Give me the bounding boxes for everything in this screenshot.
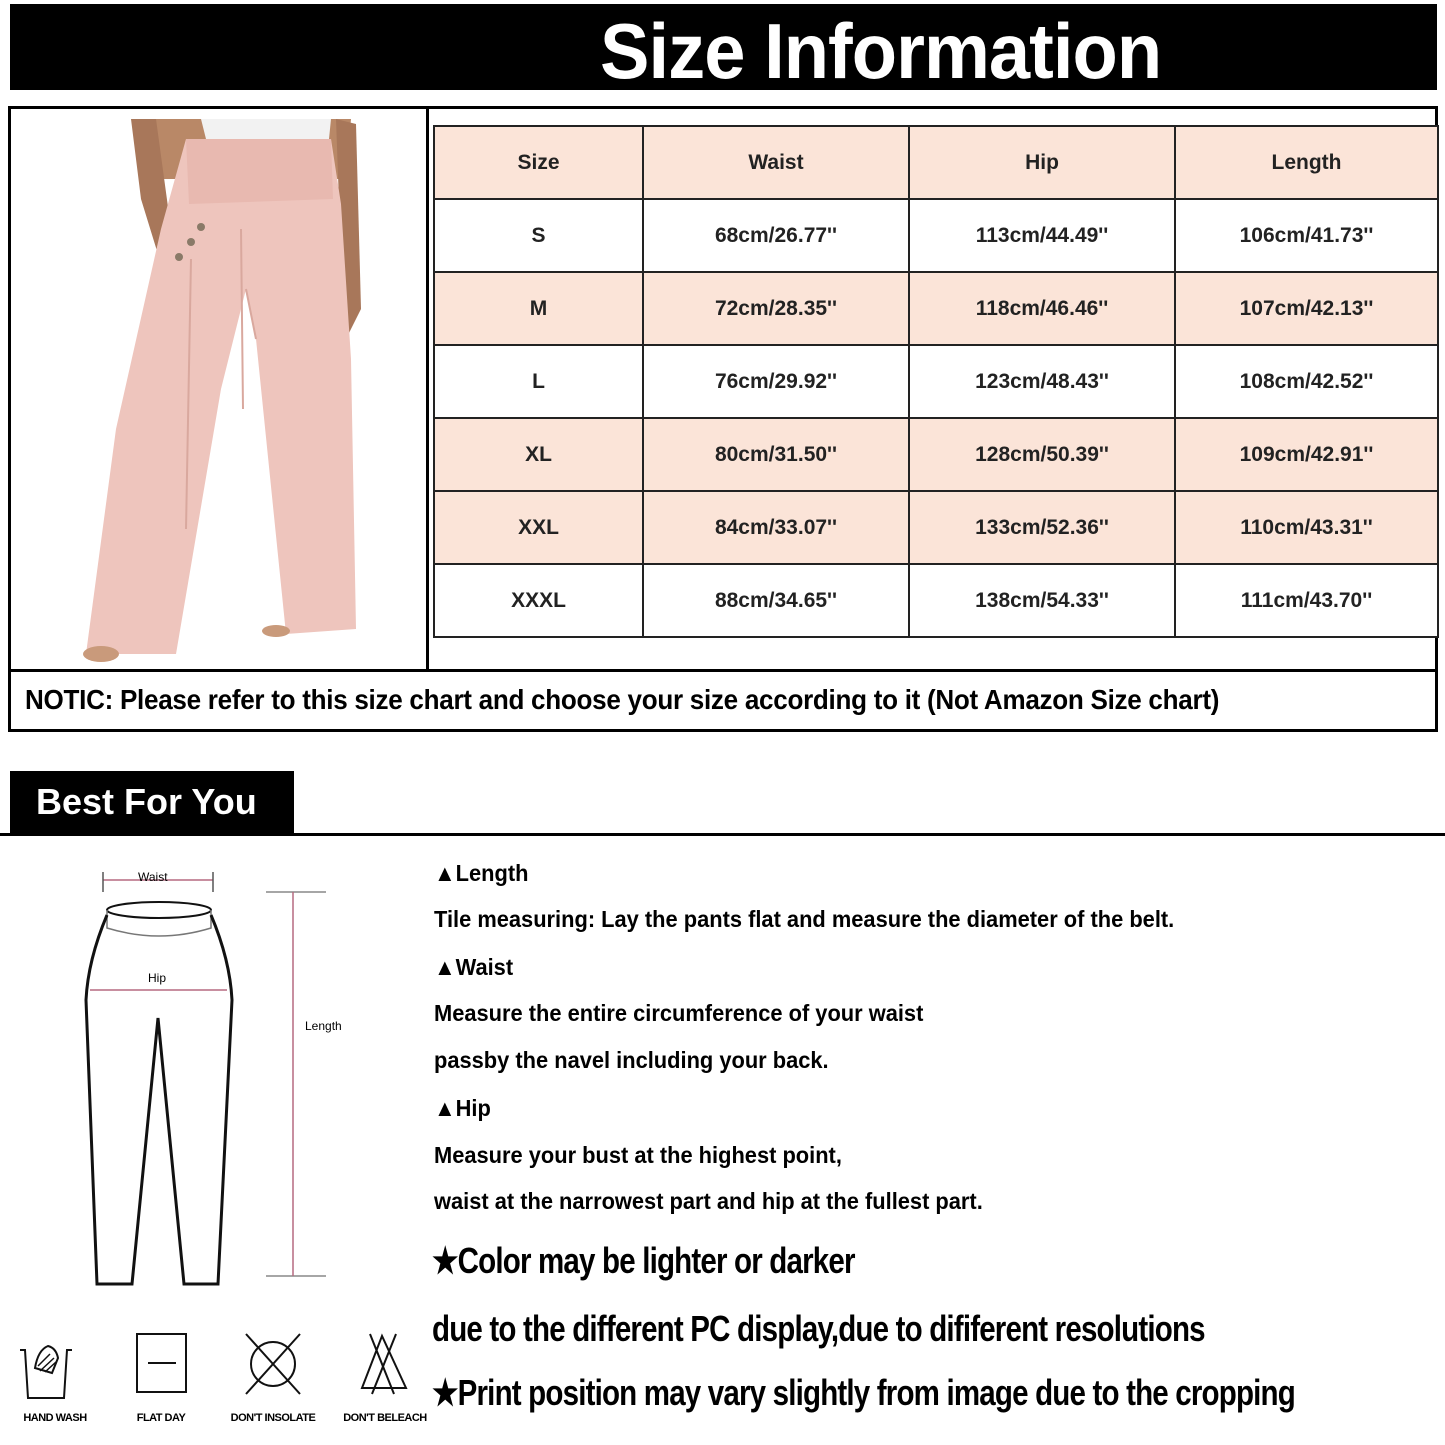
hand-wash-icon — [0, 1328, 110, 1408]
length-cell: 106cm/41.73'' — [1175, 199, 1438, 272]
table-row — [434, 491, 1438, 564]
table-row — [434, 345, 1438, 418]
waist-instruction-line2: passby the navel including your back. — [434, 1047, 829, 1073]
size-cell: S — [434, 199, 643, 272]
no-bleach-icon — [330, 1328, 440, 1408]
size-cell: XL — [434, 418, 643, 491]
waist-heading: ▲Waist — [434, 954, 514, 980]
hip-cell: 133cm/52.36'' — [909, 491, 1175, 564]
title-banner — [10, 4, 1437, 95]
waist-cell: 68cm/26.77'' — [643, 199, 909, 272]
table-row — [434, 418, 1438, 491]
care-flat-dry — [106, 1328, 216, 1438]
hip-cell: 128cm/50.39'' — [909, 418, 1175, 491]
care-label: DON'T BELEACH — [343, 1412, 427, 1424]
section-divider — [0, 833, 1445, 836]
length-cell: 111cm/43.70'' — [1175, 564, 1438, 637]
column-header-waist: Waist — [643, 126, 909, 199]
print-position-note: ★Print position may vary slightly from image due to the cropping — [432, 1372, 1295, 1413]
hip-cell: 113cm/44.49'' — [909, 199, 1175, 272]
column-header-hip: Hip — [909, 126, 1175, 199]
waist-cell: 76cm/29.92'' — [643, 345, 909, 418]
table-row — [434, 564, 1438, 637]
hip-heading: ▲Hip — [434, 1095, 491, 1121]
length-diagram-label: Length — [305, 1019, 342, 1033]
size-notice — [11, 669, 1435, 729]
column-header-length: Length — [1175, 126, 1438, 199]
waist-cell: 72cm/28.35'' — [643, 272, 909, 345]
length-cell: 107cm/42.13'' — [1175, 272, 1438, 345]
care-label: HAND WASH — [23, 1412, 87, 1424]
waist-cell: 88cm/34.65'' — [643, 564, 909, 637]
length-cell: 109cm/42.91'' — [1175, 418, 1438, 491]
notice-text: NOTIC: Please refer to this size chart and choose your size according to it (Not Amazon Size chart) — [25, 684, 1220, 715]
care-hand-wash — [0, 1328, 110, 1438]
table-header-row — [434, 126, 1438, 199]
size-chart-table — [433, 125, 1439, 638]
length-cell: 110cm/43.31'' — [1175, 491, 1438, 564]
measurement-diagram — [60, 860, 380, 1300]
size-cell: L — [434, 345, 643, 418]
product-photo — [11, 109, 429, 669]
care-label: DON'T INSOLATE — [230, 1412, 316, 1424]
care-no-bleach — [330, 1328, 440, 1438]
hip-cell: 123cm/48.43'' — [909, 345, 1175, 418]
hip-cell: 138cm/54.33'' — [909, 564, 1175, 637]
best-for-you-title: Best For You — [36, 781, 257, 822]
hip-instruction-line2: waist at the narrowest part and hip at the fullest part. — [434, 1188, 983, 1214]
flat-dry-icon — [106, 1328, 216, 1408]
color-note-detail: due to the different PC display,due to dififerent resolutions — [432, 1308, 1205, 1349]
size-cell: M — [434, 272, 643, 345]
page-title: Size Information — [600, 7, 1162, 95]
column-header-size: Size — [434, 126, 643, 199]
table-row — [434, 272, 1438, 345]
length-cell: 108cm/42.52'' — [1175, 345, 1438, 418]
hip-diagram-label: Hip — [148, 971, 167, 985]
length-heading: ▲Length — [434, 860, 529, 886]
size-cell: XXL — [434, 491, 643, 564]
size-info-box — [8, 106, 1438, 732]
waist-instruction-line1: Measure the entire circumference of your waist — [434, 1000, 924, 1026]
care-label: FLAT DAY — [136, 1412, 186, 1424]
waist-cell: 84cm/33.07'' — [643, 491, 909, 564]
care-no-sun — [218, 1328, 328, 1438]
color-note: ★Color may be lighter or darker — [432, 1240, 855, 1281]
size-cell: XXXL — [434, 564, 643, 637]
hip-cell: 118cm/46.46'' — [909, 272, 1175, 345]
best-for-you-tab — [10, 771, 294, 833]
size-table-area — [429, 109, 1435, 669]
no-sun-icon — [218, 1328, 328, 1408]
length-instruction: Tile measuring: Lay the pants flat and measure the diameter of the belt. — [434, 906, 1175, 932]
hip-instruction-line1: Measure your bust at the highest point, — [434, 1142, 842, 1168]
table-row — [434, 199, 1438, 272]
waist-diagram-label: Waist — [138, 870, 168, 884]
waist-cell: 80cm/31.50'' — [643, 418, 909, 491]
